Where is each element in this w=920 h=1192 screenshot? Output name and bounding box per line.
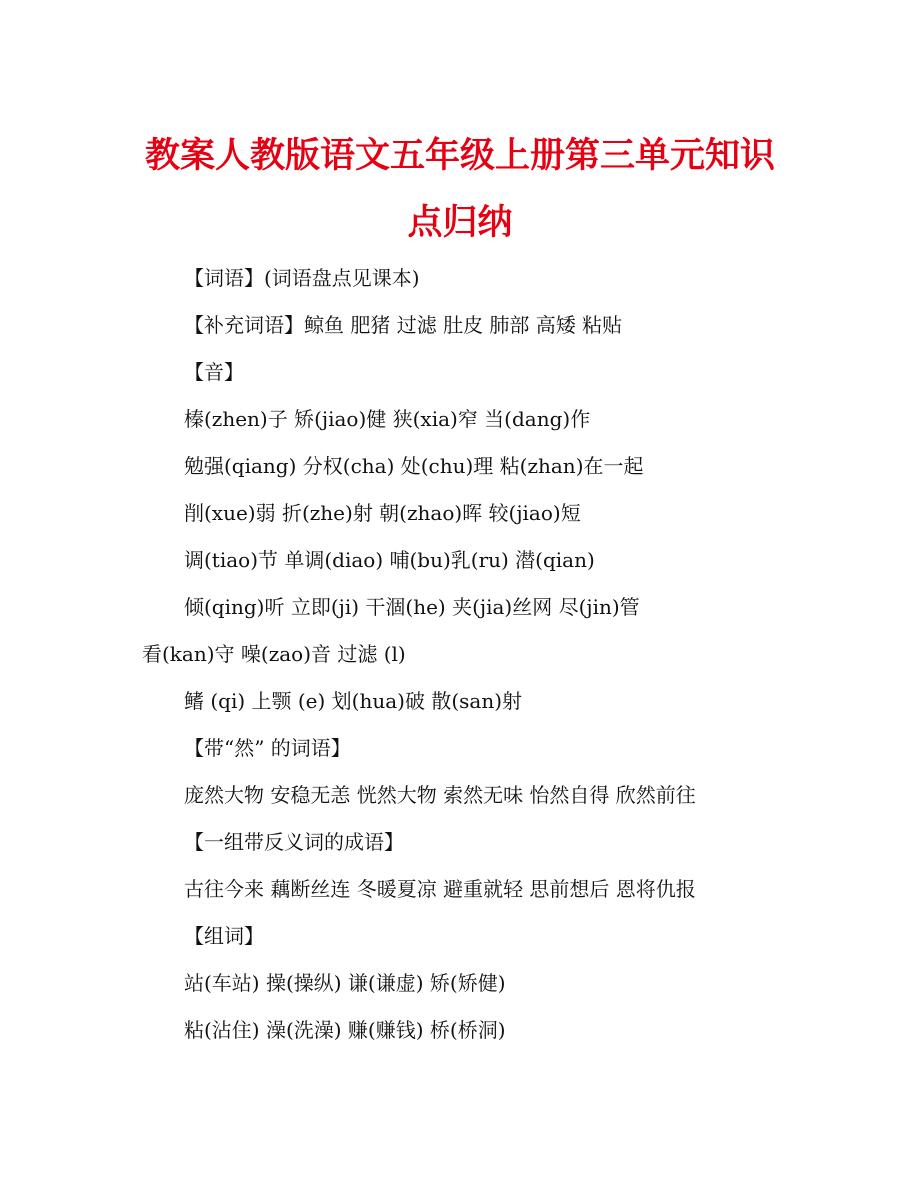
text-line-supplementary-words: 【补充词语】鲸鱼 肥猪 过滤 肚皮 肺部 高矮 粘贴 — [184, 313, 623, 337]
text-line-vocabulary: 【词语】(词语盘点见课本) — [184, 266, 420, 290]
text-line-word-formation-2: 粘(沾住) 澡(洗澡) 赚(赚钱) 桥(桥洞) — [184, 1018, 506, 1042]
text-line-antonym-idioms-heading: 【一组带反义词的成语】 — [184, 830, 404, 854]
text-line-antonym-idioms: 古往今来 藕断丝连 冬暖夏凉 避重就轻 思前想后 恩将仇报 — [184, 877, 696, 901]
text-line-pronunciation-5: 倾(qing)听 立即(ji) 干涸(he) 夹(jia)丝网 尽(jin)管 — [184, 595, 640, 619]
text-line-pronunciation-2: 勉强(qiang) 分权(cha) 处(chu)理 粘(zhan)在一起 — [184, 454, 644, 478]
document-title-line-1: 教案人教版语文五年级上册第三单元知识 — [144, 136, 775, 176]
text-line-pronunciation-3: 削(xue)弱 折(zhe)射 朝(zhao)晖 较(jiao)短 — [184, 501, 581, 525]
document-title-line-2: 点归纳 — [407, 203, 513, 243]
text-line-ran-words-heading: 【带“然” 的词语】 — [184, 736, 351, 760]
text-line-word-formation-1: 站(车站) 操(操纵) 谦(谦虚) 矫(矫健) — [184, 971, 506, 995]
text-line-pronunciation-4: 调(tiao)节 单调(diao) 哺(bu)乳(ru) 潜(qian) — [184, 548, 595, 572]
text-line-pronunciation-6: 看(kan)守 噪(zao)音 过滤 (l) — [142, 642, 406, 666]
text-line-pronunciation-heading: 【音】 — [184, 360, 244, 384]
text-line-pronunciation-1: 榛(zhen)子 矫(jiao)健 狭(xia)窄 当(dang)作 — [184, 407, 591, 431]
text-line-word-formation-heading: 【组词】 — [184, 924, 264, 948]
text-line-pronunciation-7: 鳍 (qi) 上颚 (e) 划(hua)破 散(san)射 — [184, 689, 522, 713]
text-line-ran-words: 庞然大物 安稳无恙 恍然大物 索然无味 怡然自得 欣然前往 — [184, 783, 696, 807]
